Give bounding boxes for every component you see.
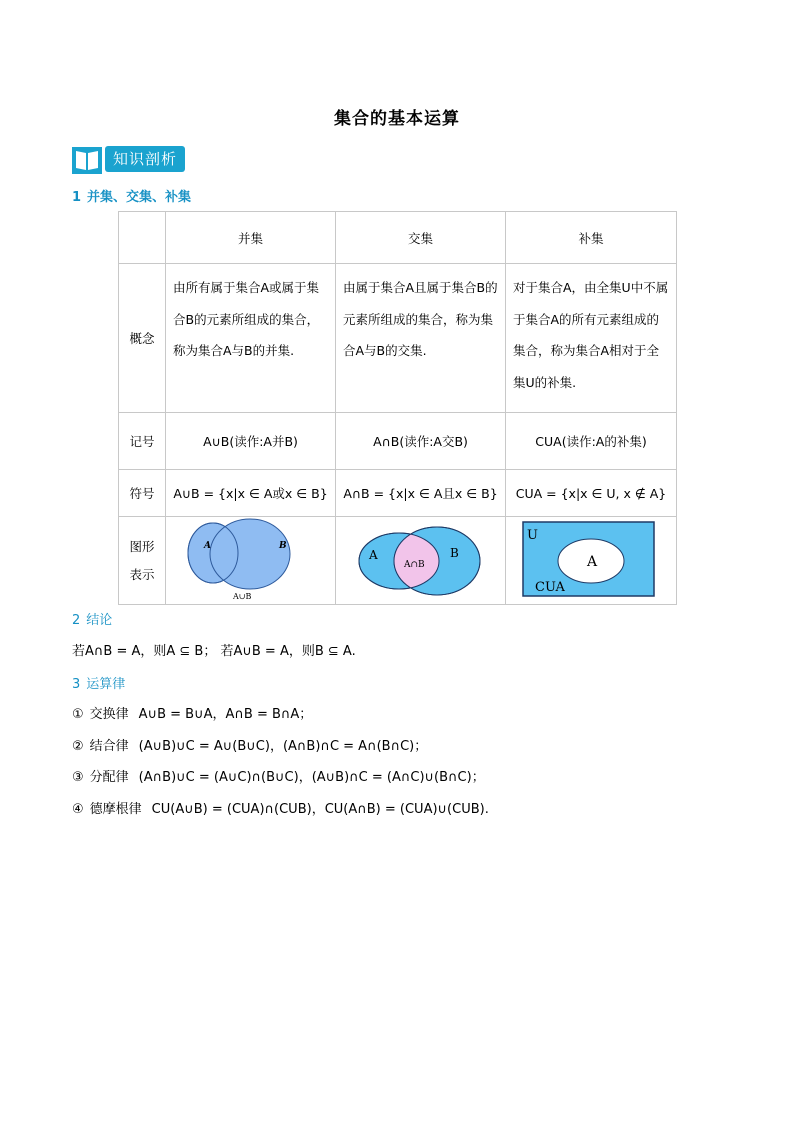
law-distributive: ③ 分配律 (A∩B)∪C = (A∪C)∩(B∪C)，(A∪B)∩C = (A∩C)∪(B∩C)； <box>72 770 485 785</box>
table-row-figure <box>119 517 677 605</box>
header-cell-empty <box>119 212 166 264</box>
section1-heading: 1 并集、交集、补集 <box>72 190 192 205</box>
venn-intersection-label-a: A <box>369 548 378 562</box>
header-union: 并集 <box>166 212 336 264</box>
banner-label: 知识剖析 <box>105 146 185 172</box>
figure-intersection <box>336 517 506 605</box>
complement-diagram <box>506 517 677 601</box>
table-header-row <box>119 212 677 264</box>
section2-conclusion: 若A∩B = A，则A ⊆ B； 若A∪B = A，则B ⊆ A. <box>72 644 356 659</box>
row-label-figure: 图形 表示 <box>119 517 166 605</box>
venn-union-label-a: A <box>204 541 211 551</box>
notation-union: A∪B(读作:A并B) <box>166 413 336 470</box>
section2-heading: 2 结论 <box>72 613 113 628</box>
law-commutative: ① 交换律 A∪B = B∪A，A∩B = B∩A； <box>72 707 313 722</box>
concept-intersection: 由属于集合A且属于集合B的元素所组成的集合，称为集合A与B的交集. <box>336 264 506 413</box>
symbol-union: A∪B = {x|x ∈ A或x ∈ B} <box>166 470 336 517</box>
figure-complement <box>506 517 677 605</box>
notation-complement: CUA(读作:A的补集) <box>506 413 677 470</box>
page-title: 集合的基本运算 <box>334 109 460 129</box>
section3-heading: 3 运算律 <box>72 677 126 692</box>
header-complement: 补集 <box>506 212 677 264</box>
notation-intersection: A∩B(读作:A交B) <box>336 413 506 470</box>
row-label-notation: 记号 <box>119 413 166 470</box>
table-row-symbol <box>119 470 677 517</box>
row-label-symbol: 符号 <box>119 470 166 517</box>
symbol-intersection: A∩B = {x|x ∈ A且x ∈ B} <box>336 470 506 517</box>
law-de-morgan: ④ 德摩根律 CU(A∪B) = (CUA)∩(CUB)，CU(A∩B) = (CUA)∪(CUB). <box>72 802 489 817</box>
venn-union-caption: A∪B <box>233 592 252 601</box>
concept-complement: 对于集合A，由全集U中不属于集合A的所有元素组成的集合，称为集合A相对于全集U的补集. <box>506 264 677 413</box>
set-operations-table <box>118 211 677 605</box>
table-row-concept <box>119 264 677 413</box>
open-book-icon <box>72 144 102 174</box>
venn-intersection-label-b: B <box>450 546 459 560</box>
figure-union <box>166 517 336 605</box>
section-banner <box>72 144 185 174</box>
concept-union: 由所有属于集合A或属于集合B的元素所组成的集合，称为集合A与B的并集. <box>166 264 336 413</box>
complement-label-a: A <box>587 554 598 570</box>
venn-union-set-b <box>210 519 290 589</box>
table-row-notation <box>119 413 677 470</box>
symbol-complement: CUA = {x|x ∈ U, x ∉ A} <box>506 470 677 517</box>
venn-union-diagram <box>166 517 336 601</box>
complement-label-u: U <box>527 528 538 543</box>
law-associative: ② 结合律 (A∪B)∪C = A∪(B∪C)，(A∩B)∩C = A∩(B∩C)； <box>72 739 428 754</box>
row-label-concept: 概念 <box>119 264 166 413</box>
venn-intersection-label-mid: A∩B <box>404 560 425 570</box>
complement-label-cua: CUA <box>535 580 565 595</box>
venn-union-label-b: B <box>279 541 287 551</box>
venn-intersection-diagram <box>336 517 506 601</box>
header-intersection: 交集 <box>336 212 506 264</box>
